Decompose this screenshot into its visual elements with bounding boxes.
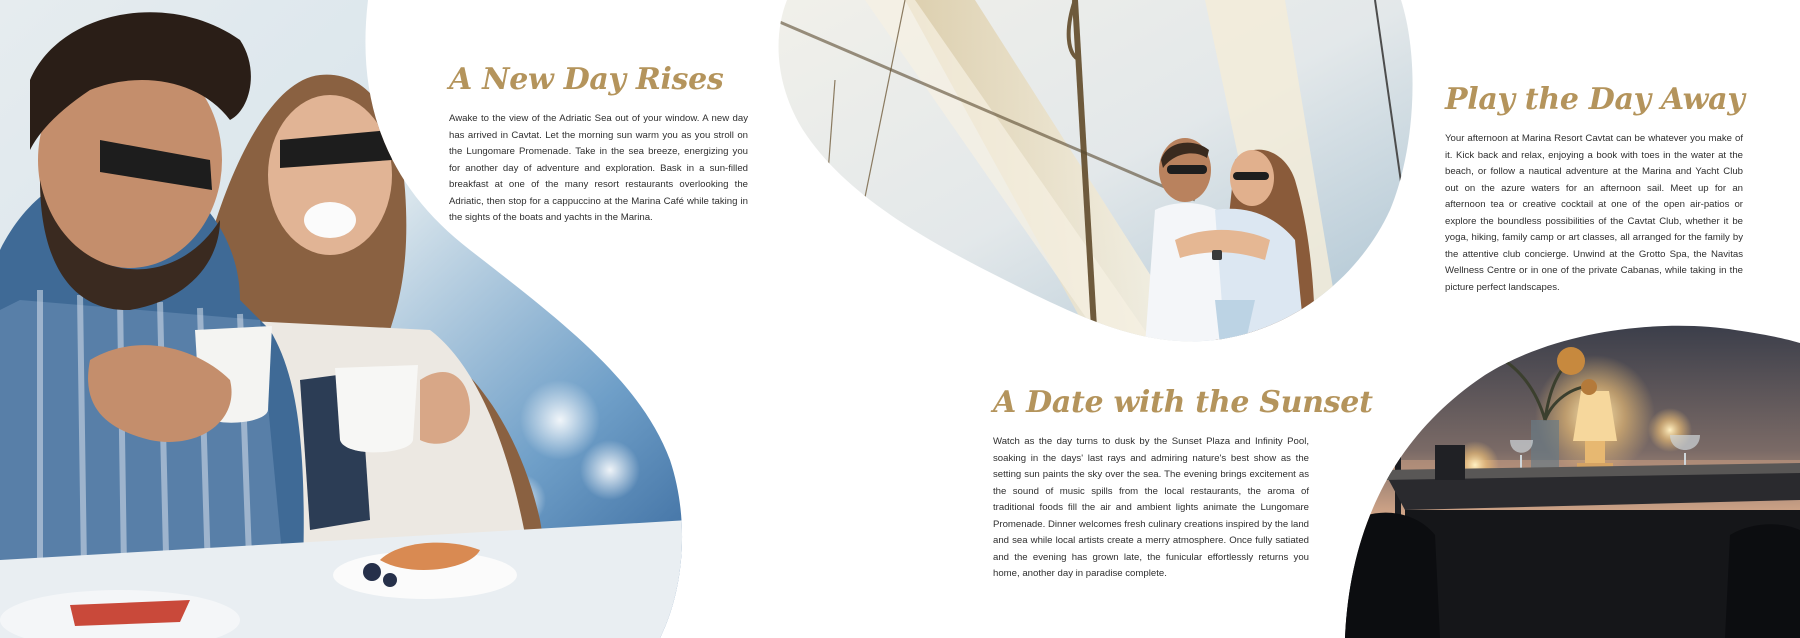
section-body: Awake to the view of the Adriatic Sea out of your window. A new day has arrived in Cavtat. Let the morning sun warm you as you stroll on the Lungomare Promenade. Take in the sea breeze, energizing you for another day of adventure and exploration. Bask in a sun-filled breakfast at one of the many resort restaurants overlooking the Adriatic, then stop for a cappuccino at the Marina Café while taking in the sights of the boats and yachts in the Marina. — [449, 113, 748, 223]
section-date-with-the-sunset — [993, 385, 1373, 583]
section-body: Watch as the day turns to dusk by the Sunset Plaza and Infinity Pool, soaking in the days' last rays and admiring nature's best show as the setting sun paints the sky over the sea. The evening brings excitement as the sound of music spills from the local restaurants, the aroma of traditional foods fill the air and ambient lights animate the Lungomare Promenade. Dinner welcomes fresh culinary creations inspired by the land and sea while local artists create a merry atmosphere. Once fully satiated and the evening has grown late, the funicular effortlessly returns you home, another day in paradise complete. — [993, 436, 1309, 579]
sailboat-couple-photo — [775, 0, 1415, 345]
section-new-day-rises — [449, 62, 748, 227]
section-title: A Date with the Sunset — [993, 385, 1373, 420]
section-body: Your afternoon at Marina Resort Cavtat can be whatever you make of it. Kick back and relax, enjoying a book with toes in the water at the beach, or follow a nautical adventure at the Marina and Yacht Club out on the azure waters for an afternoon sail. Meet up for an afternoon tea or creative cocktail at one of the open air-patios or explore the boundless possibilities of the Cavtat Club, whether it be yoga, hiking, family camp or art classes, all arranged for the family by the attentive club concierge. Unwind at the Grotto Spa, the Navitas Wellness Centre or in one of the private Cabanas, while taking in the picture perfect landscapes. — [1445, 133, 1743, 293]
section-title: Play the Day Away — [1445, 82, 1745, 117]
section-play-the-day-away — [1445, 82, 1743, 296]
sunset-dinner-table-photo — [1345, 325, 1800, 638]
section-title: A New Day Rises — [449, 62, 724, 97]
